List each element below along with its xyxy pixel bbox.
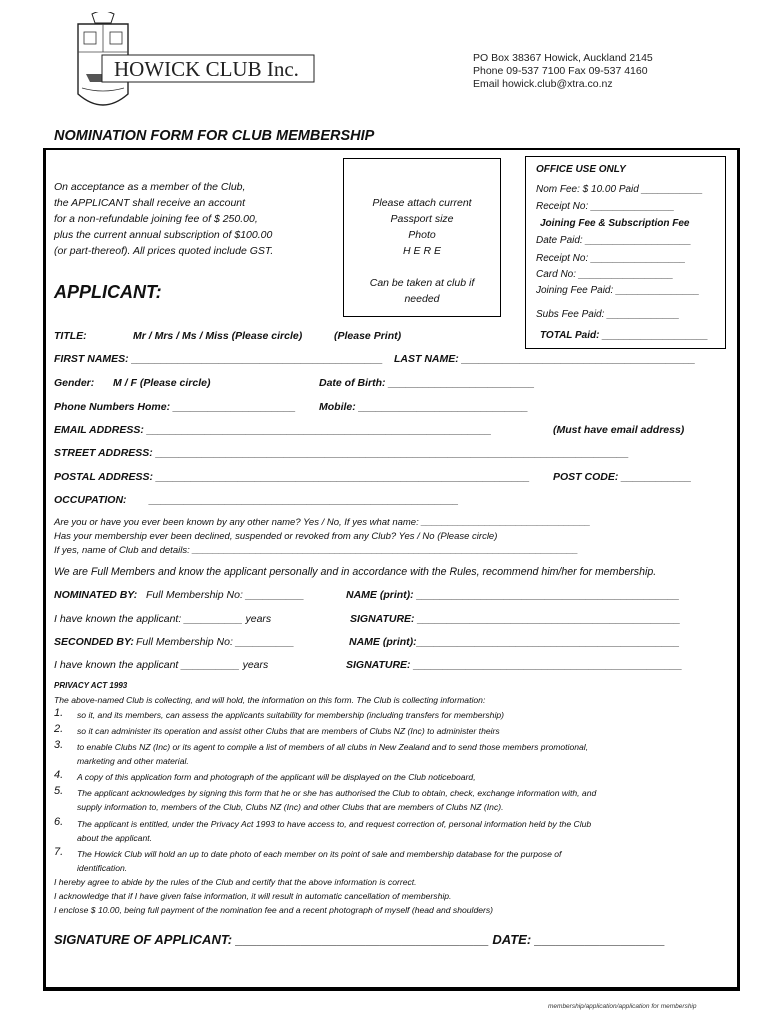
intro-line: On acceptance as a member of the Club, [54, 181, 246, 193]
address-line-2: Phone 09-537 7100 Fax 09-537 4160 [473, 65, 648, 77]
dob-field[interactable]: Date of Birth: _________________________ [319, 377, 535, 389]
nom-fee-line[interactable]: Nom Fee: $ 10.00 Paid ___________ [536, 184, 703, 195]
privacy-item-number: 4. [54, 769, 64, 781]
phone-home-field[interactable]: Phone Numbers Home: _____________________ [54, 401, 296, 413]
applicant-signature-line[interactable]: SIGNATURE OF APPLICANT: ___________________________________ DATE: __________________ [54, 932, 665, 947]
seconded-name-field[interactable]: NAME (print):_____________________________________________ [349, 636, 680, 648]
declaration-line: I enclose $ 10.00, being full payment of the nomination fee and a recent photograph of myself (head and shoulders) [54, 905, 494, 915]
privacy-item-text: about the applicant. [77, 833, 153, 843]
form-title: NOMINATION FORM FOR CLUB MEMBERSHIP [54, 128, 375, 144]
question-club-details[interactable]: If yes, name of Club and details: _________________________________________________________________________ [54, 545, 579, 556]
intro-line: plus the current annual subscription of $100.00 [54, 229, 273, 241]
nominated-known-field[interactable]: I have known the applicant: __________ years [54, 613, 272, 625]
photo-instruction: Passport size [390, 213, 454, 225]
email-note: (Must have email address) [553, 424, 685, 436]
privacy-item-number: 2. [54, 723, 64, 735]
subs-fee-paid-line[interactable]: Subs Fee Paid: _____________ [536, 309, 680, 320]
post-code-field[interactable]: POST CODE: ____________ [553, 471, 692, 483]
privacy-item-text: so it, and its members, can assess the applicants suitability for membership (including transfers for membership) [77, 710, 504, 720]
question-declined[interactable]: Has your membership ever been declined, suspended or revoked from any Club? Yes / No (Please circle) [54, 531, 498, 542]
receipt-line[interactable]: Receipt No: _______________ [536, 201, 675, 212]
privacy-item-text: supply information to, members of the Club, Clubs NZ (Inc) and other Clubs that are members of Clubs NZ (Inc). [77, 802, 504, 812]
occupation-field[interactable]: _____________________________________________________ [149, 494, 459, 506]
privacy-item-number: 5. [54, 785, 64, 797]
privacy-item-text: The Howick Club will hold an up to date photo of each member on its point of sale and membership database for the purpose of [77, 849, 562, 859]
title-options[interactable]: Mr / Mrs / Ms / Miss (Please circle) [133, 330, 303, 342]
photo-instruction: Photo [408, 229, 436, 241]
date-paid-line[interactable]: Date Paid: ___________________ [536, 235, 692, 246]
joining-fee-title: Joining Fee & Subscription Fee [540, 218, 690, 229]
gender-label: Gender: [54, 377, 95, 389]
privacy-item-number: 3. [54, 739, 64, 751]
privacy-item-text: marketing and other material. [77, 756, 189, 766]
total-paid-line[interactable]: TOTAL Paid: ___________________ [540, 330, 708, 341]
seconded-by-label: SECONDED BY: [54, 636, 134, 648]
office-title: OFFICE USE ONLY [536, 164, 626, 175]
question-other-name[interactable]: Are you or have you ever been known by any other name? Yes / No, If yes what name: ________________________________ [54, 517, 591, 528]
photo-attach-box[interactable] [343, 158, 501, 317]
occupation-label: OCCUPATION: [54, 494, 127, 506]
privacy-item-text: The applicant acknowledges by signing this form that he or she has authorised the Club to obtain, check, exchange information with, and [77, 788, 597, 798]
intro-line: (or part-thereof). All prices quoted include GST. [54, 245, 274, 257]
nominated-name-field[interactable]: NAME (print): _____________________________________________ [346, 589, 680, 601]
seconded-known-field[interactable]: I have known the applicant __________ years [54, 659, 269, 671]
club-name-text: HOWICK CLUB Inc. [114, 57, 299, 81]
address-line-1: PO Box 38367 Howick, Auckland 2145 [473, 52, 653, 64]
seconded-membership-field[interactable]: Full Membership No: __________ [136, 636, 295, 648]
seconded-signature-field[interactable]: SIGNATURE: ______________________________________________ [346, 659, 683, 671]
photo-note: Can be taken at club if [369, 277, 475, 289]
privacy-item-text: identification. [77, 863, 128, 873]
applicant-heading: APPLICANT: [54, 282, 162, 302]
privacy-title: PRIVACY ACT 1993 [54, 681, 128, 690]
privacy-item-number: 1. [54, 707, 64, 719]
privacy-item-text: so it can administer its operation and assist other Clubs that are members of Clubs NZ (Inc) to administer theirs [77, 726, 500, 736]
joining-fee-paid-line[interactable]: Joining Fee Paid: _______________ [536, 285, 700, 296]
nominated-by-label: NOMINATED BY: [54, 589, 138, 601]
privacy-item-number: 6. [54, 816, 64, 828]
privacy-item-text: A copy of this application form and photograph of the applicant will be displayed on the Club noticeboard, [77, 772, 476, 782]
nominated-signature-field[interactable]: SIGNATURE: _____________________________________________ [350, 613, 681, 625]
gender-options[interactable]: M / F (Please circle) [113, 377, 211, 389]
office-use-box [525, 156, 726, 349]
club-crest-logo [48, 12, 318, 122]
declaration-line: I hereby agree to abide by the rules of the Club and certify that the above information is correct. [54, 877, 417, 887]
street-address-field[interactable]: STREET ADDRESS: _________________________________________________________________________________ [54, 447, 629, 459]
declaration-line: I acknowledge that if I have given false information, it will result in automatic cancellation of membership. [54, 891, 452, 901]
postal-address-field[interactable]: POSTAL ADDRESS: ________________________________________________________________ [54, 471, 530, 483]
first-names-field[interactable]: FIRST NAMES: ___________________________________________ [54, 353, 383, 365]
photo-note: needed [404, 293, 440, 305]
photo-instruction: Please attach current [372, 197, 472, 209]
privacy-item-text: to enable Clubs NZ (Inc) or its agent to compile a list of members of all clubs in New Zealand and to send those members promotional, [77, 742, 589, 752]
email-field[interactable]: EMAIL ADDRESS: ___________________________________________________________ [54, 424, 492, 436]
privacy-item-number: 7. [54, 846, 64, 858]
privacy-item-text: The applicant is entitled, under the Privacy Act 1993 to have access to, and request correction of, personal information held by the Club [77, 819, 592, 829]
intro-line: for a non-refundable joining fee of $ 250.00, [54, 213, 258, 225]
mobile-field[interactable]: Mobile: _____________________________ [319, 401, 529, 413]
please-print-note: (Please Print) [334, 330, 402, 342]
footer-path: membership/application/application for membership [548, 1003, 697, 1010]
card-no-line[interactable]: Card No: _________________ [536, 269, 674, 280]
title-label: TITLE: [54, 330, 87, 342]
photo-instruction: H E R E [403, 245, 441, 257]
receipt-line[interactable]: Receipt No: _________________ [536, 253, 686, 264]
address-line-3: Email howick.club@xtra.co.nz [473, 78, 613, 90]
recommend-statement: We are Full Members and know the applicant personally and in accordance with the Rules, recommend him/her for membership. [54, 566, 657, 578]
last-name-field[interactable]: LAST NAME: ________________________________________ [394, 353, 696, 365]
nominated-membership-field[interactable]: Full Membership No: __________ [146, 589, 305, 601]
privacy-intro: The above-named Club is collecting, and will hold, the information on this form. The Club is collecting information: [54, 695, 486, 705]
intro-line: the APPLICANT shall receive an account [54, 197, 246, 209]
